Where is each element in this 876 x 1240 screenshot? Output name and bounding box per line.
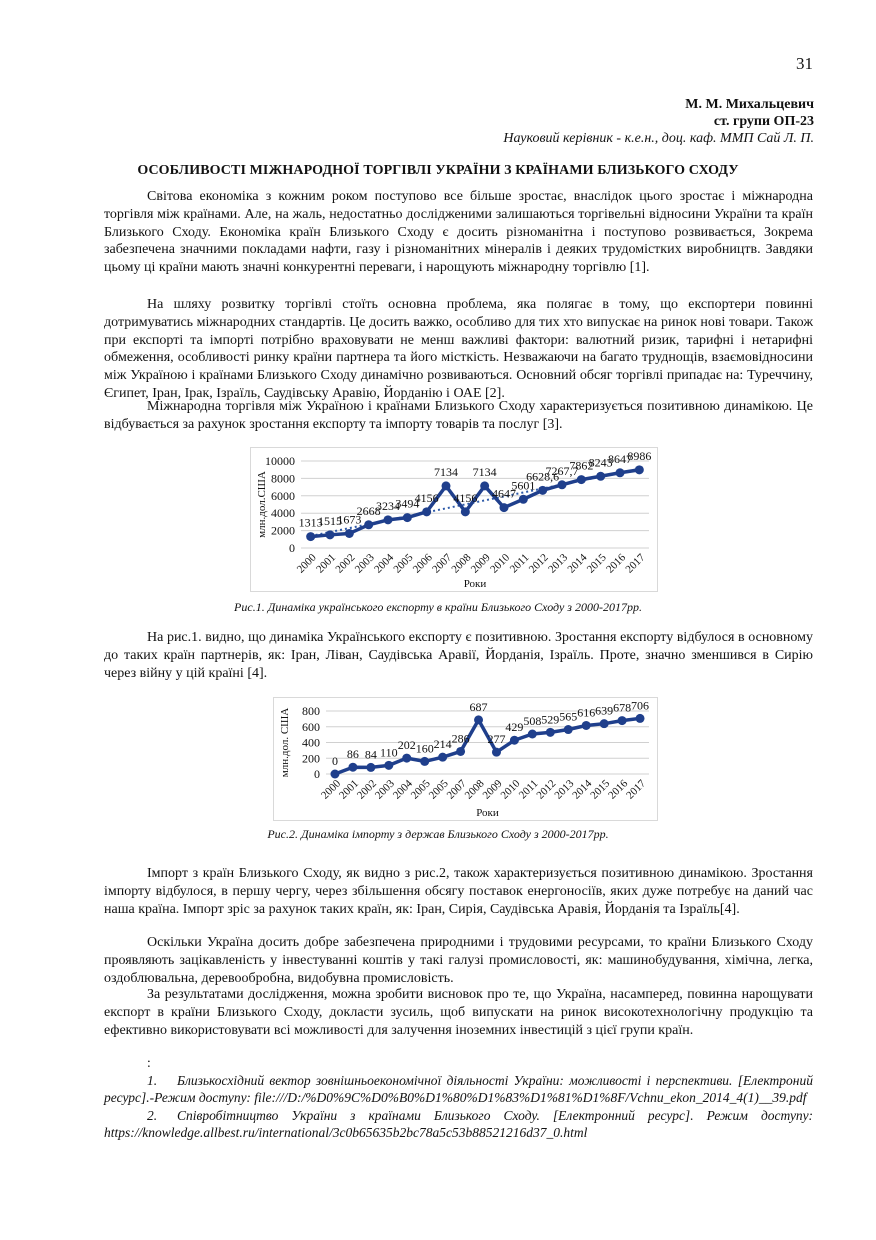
author-block [503,96,814,147]
reference-text: Співробітництво України з країнами Близького Сходу. [Електронний ресурс]. Режим доступу: https://knowledge.allbest.ru/international/3c0b65635b2bc78a5c53b88521216d37_0.html [104,1107,813,1140]
svg-text:2015: 2015 [584,551,609,576]
svg-text:Роки: Роки [463,578,487,590]
svg-text:2008: 2008 [462,777,487,802]
svg-text:565: 565 [559,709,578,724]
svg-text:678: 678 [613,700,632,715]
svg-text:2012: 2012 [534,777,559,802]
svg-text:7134: 7134 [472,464,497,479]
svg-text:4156: 4156 [414,490,439,505]
svg-text:2011: 2011 [507,551,532,576]
svg-text:7134: 7134 [434,464,458,479]
svg-text:84: 84 [364,747,377,762]
svg-text:160: 160 [415,741,434,756]
export-line-chart [250,447,658,592]
reference-item [104,1072,813,1107]
paragraph-4: На рис.1. видно, що динаміка Українського експорту є позитивною. Зростання експорту відбулося в основному до таких країн партнерів, як: Іран, Ліван, Саудівська Аравії, Йорданія, Ізраїль. Проте, значно зменшився в Сирію через війну у цій країні [4]. [104,630,813,681]
svg-text:2000: 2000 [319,777,344,802]
svg-text:млн.дол. США: млн.дол. США [279,707,291,778]
svg-text:1313: 1313 [298,515,323,530]
svg-text:706: 706 [631,698,650,713]
svg-text:2003: 2003 [372,777,397,802]
svg-text:2000: 2000 [294,551,319,576]
svg-text:202: 202 [397,738,416,753]
import-line-chart [273,697,658,821]
svg-text:2004: 2004 [390,777,415,802]
svg-text:110: 110 [380,745,398,760]
svg-text:200: 200 [302,751,320,766]
svg-text:2009: 2009 [480,777,505,802]
paragraph-6: Оскільки Україна досить добре забезпечена природними і трудовими ресурсами, то країни Близького Сходу проявляють зацікавленість у інвестуванні коштів у такі галузі промисловості, як: машинобудування, хімічна, легка, оздоблювальна, деревообробна, видобувна промисловість. [104,935,813,986]
svg-text:2003: 2003 [352,551,377,576]
svg-text:616: 616 [577,705,596,720]
svg-text:2002: 2002 [354,777,379,802]
svg-text:286: 286 [451,731,470,746]
svg-text:429: 429 [505,720,524,735]
svg-text:639: 639 [595,703,614,718]
svg-text:6000: 6000 [271,488,295,503]
references [104,1054,813,1142]
svg-text:8647: 8647 [608,451,632,466]
svg-text:2006: 2006 [410,551,435,576]
svg-text:6628,6: 6628,6 [526,469,560,484]
figure-1-caption: Рис.1. Динаміка українського експорту в країни Близького Сходу з 2000-2017рр. [234,600,642,614]
svg-text:3234: 3234 [376,498,400,513]
svg-text:млн.дол.США: млн.дол.США [256,471,268,538]
paragraph-2: На шляху розвитку торгівлі стоїть основна проблема, яка полягає в тому, що експортери повинні дотримуватись міжнародних стандартів. Це досить важко, особливо для тих хто випускає на ринок нові товари. Також при експорті та імпорті потрібно враховувати не менш важливі фактори: валютний ризик, тарифні і нетарифні обмеження, особливості ринку країни партнера та його місткість. Незважаючи на багато труднощів, взаємовідносини між Україною і країнами Близького Сходу динамічно розвиваються. Основний обсяг торгівлі припадає на: Туреччину, Єгипет, Іран, Ірак, Ізраїль, Саудівську Аравію, Йорданію і ОАЕ [2]. [104,297,813,401]
svg-text:2001: 2001 [336,777,362,802]
svg-text:10000: 10000 [265,454,295,468]
references-lead: : [147,1055,151,1070]
svg-text:Роки: Роки [476,807,499,819]
svg-text:2668: 2668 [356,503,381,518]
svg-text:4156: 4156 [453,490,478,505]
svg-text:0: 0 [289,541,295,555]
svg-text:2010: 2010 [498,777,523,802]
svg-text:529: 529 [541,712,560,727]
paragraph-3: Міжнародна торгівля між Україною і країнами Близького Сходу характеризується позитивною динамікою. Це відбувається за рахунок зростання експорту та імпорту товарів та послуг [3]. [104,399,813,432]
paragraph-5: Імпорт з країн Близького Сходу, як видно з рис.2, також характеризується позитивною динамікою. Зростання імпорту відбулося, в першу чергу, через збільшення обсягу поставок енергоносіїв, яких дуже потребує на даний час наша країна. Імпорт зріс за рахунок таких країн, як: Іран, Сирія, Саудівська Аравія, Йорданія та Ізраїль[4]. [104,866,813,917]
author-group: ст. групи ОП-23 [713,114,814,129]
svg-text:1515: 1515 [318,513,342,528]
svg-text:508: 508 [523,713,542,728]
supervisor: Науковий керівник - к.е.н., доц. каф. ММП Сай Л. П. [503,131,814,146]
svg-text:2001: 2001 [314,551,339,576]
svg-text:600: 600 [302,719,320,734]
svg-text:2011: 2011 [516,777,541,802]
svg-text:2000: 2000 [271,523,295,538]
svg-text:800: 800 [302,704,320,718]
svg-text:2005: 2005 [426,777,451,802]
svg-text:8000: 8000 [271,471,295,486]
svg-text:4000: 4000 [271,506,295,521]
paragraph-1: Світова економіка з кожним роком поступово все більше зростає, внаслідок цього зростає і міжнародна торгівля між країнами. Але, на жаль, недостатньо дослідженими залишаються торгівельні відносини України та країн Близького Сходу. Економіка країн Близького Сходу є досить різноманітна і поступово розвивається, Зокрема забезпечена значними покладами нафти, газу і різноманітних мінералів і деяких трудомістких виробництв. Завдяки цьому ці країни мають значні конкурентні переваги, і нарощують міжнародну торгівлю [1]. [104,189,813,276]
reference-number: 1. [147,1072,158,1088]
svg-text:2007: 2007 [430,551,455,576]
svg-text:0: 0 [331,754,338,768]
svg-text:2008: 2008 [449,551,474,576]
svg-text:214: 214 [433,737,452,752]
svg-text:2013: 2013 [552,777,577,802]
svg-text:2015: 2015 [588,777,613,802]
svg-text:7862: 7862 [569,458,594,473]
reference-item [104,1107,813,1142]
svg-text:277: 277 [487,732,506,747]
svg-text:2017: 2017 [623,551,648,576]
svg-text:2005: 2005 [408,777,433,802]
svg-text:2016: 2016 [606,777,631,802]
svg-text:4647: 4647 [492,486,516,501]
svg-text:2012: 2012 [526,551,551,576]
reference-text: Близькосхідний вектор зовнішньоекономічної діяльності України: можливості і перспективи. [Електроний ресурс].-Режим доступу: file:///D:/%D0%9C%D0%B0%D1%80%D1%83%D1%81%D1%8F/Vchnu_ekon_2014_4(1)__39.pdf [104,1072,813,1105]
reference-number: 2. [147,1107,158,1123]
page-number: 31 [796,54,813,73]
svg-text:5601: 5601 [511,478,536,493]
svg-text:0: 0 [314,767,320,781]
svg-text:2005: 2005 [391,551,416,576]
svg-text:1673: 1673 [337,512,362,527]
svg-text:8986: 8986 [627,448,652,463]
svg-text:400: 400 [302,735,320,750]
svg-text:3494: 3494 [395,496,420,511]
paper-title: ОСОБЛИВОСТІ МІЖНАРОДНОЇ ТОРГІВЛІ УКРАЇНИ З КРАЇНАМИ БЛИЗЬКОГО СХОДУ [137,163,739,178]
svg-text:2013: 2013 [546,551,571,576]
svg-text:86: 86 [346,747,359,762]
svg-text:2007: 2007 [444,777,469,802]
svg-text:2009: 2009 [468,551,493,576]
svg-text:687: 687 [469,699,488,714]
svg-text:2017: 2017 [624,777,649,802]
svg-text:2004: 2004 [372,551,397,576]
author-name: М. М. Михальцевич [685,97,814,112]
paragraph-7: За результатами дослідження, можна зробити висновок про те, що Україна, насамперед, повинна нарощувати експорт в країни Близького Сходу, докласти зусиль, щоб випускати на ринок високотехнологічну продукцію та ефективно використовувати всі можливості для залучення іноземних інвестицій з цієї групи країн. [104,987,813,1038]
svg-text:2010: 2010 [488,551,513,576]
svg-text:2016: 2016 [604,551,629,576]
svg-text:7267,7: 7267,7 [545,463,579,478]
svg-text:2002: 2002 [333,551,358,576]
svg-text:2014: 2014 [570,777,595,802]
svg-text:2014: 2014 [565,551,590,576]
figure-2-caption: Рис.2. Динаміка імпорту з держав Близького Сходу з 2000-2017рр. [267,827,609,841]
svg-text:8243: 8243 [588,455,613,470]
